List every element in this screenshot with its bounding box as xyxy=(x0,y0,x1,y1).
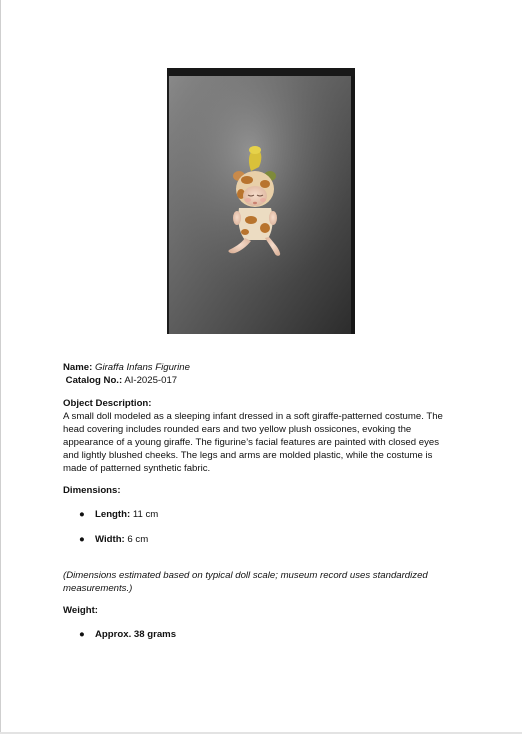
dimension-value: 6 cm xyxy=(127,534,149,545)
catalog-label: Catalog No.: xyxy=(65,375,123,386)
weight-item xyxy=(79,628,176,641)
description-line: and lightly blushed cheeks. The legs and arms are molded plastic, while the costume is xyxy=(63,450,433,461)
description-body xyxy=(63,410,461,475)
dimensions-heading: Dimensions: xyxy=(63,485,121,496)
dimension-label: Width: xyxy=(95,534,125,545)
description-line: head covering includes rounded ears and two yellow plush ossicones, evoking the xyxy=(63,424,412,435)
catalog-value: AI-2025-017 xyxy=(124,375,178,386)
dimensions-note-line: (Dimensions estimated based on typical doll scale; museum record uses standardized xyxy=(63,570,428,581)
name-label: Name: xyxy=(63,362,93,373)
dimension-width-item xyxy=(79,533,148,546)
dimensions-note xyxy=(63,569,461,595)
weight-heading: Weight: xyxy=(63,605,98,616)
description-line: appearance of a young giraffe. The figurine’s facial features are painted with closed eyes xyxy=(63,437,439,448)
description-line: A small doll modeled as a sleeping infant dressed in a soft giraffe-patterned costume. The xyxy=(63,411,443,422)
figurine-image xyxy=(167,68,355,334)
description-heading: Object Description: xyxy=(63,398,152,409)
description-line: made of patterned synthetic fabric. xyxy=(63,463,211,474)
name-field xyxy=(63,361,461,374)
weight-value: Approx. 38 grams xyxy=(95,629,177,640)
bullet-icon: ● xyxy=(79,629,85,640)
name-value: Giraffa Infans Figurine xyxy=(95,362,190,373)
figurine-photo xyxy=(167,68,355,334)
bullet-icon: ● xyxy=(79,509,85,520)
dimensions-note-line: measurements.) xyxy=(63,583,133,594)
dimension-length-item xyxy=(79,508,158,521)
catalog-field xyxy=(63,374,461,387)
bullet-icon: ● xyxy=(79,534,85,545)
dimension-value: 11 cm xyxy=(132,509,159,520)
dimension-label: Length: xyxy=(95,509,131,520)
page-left-edge xyxy=(0,0,1,734)
